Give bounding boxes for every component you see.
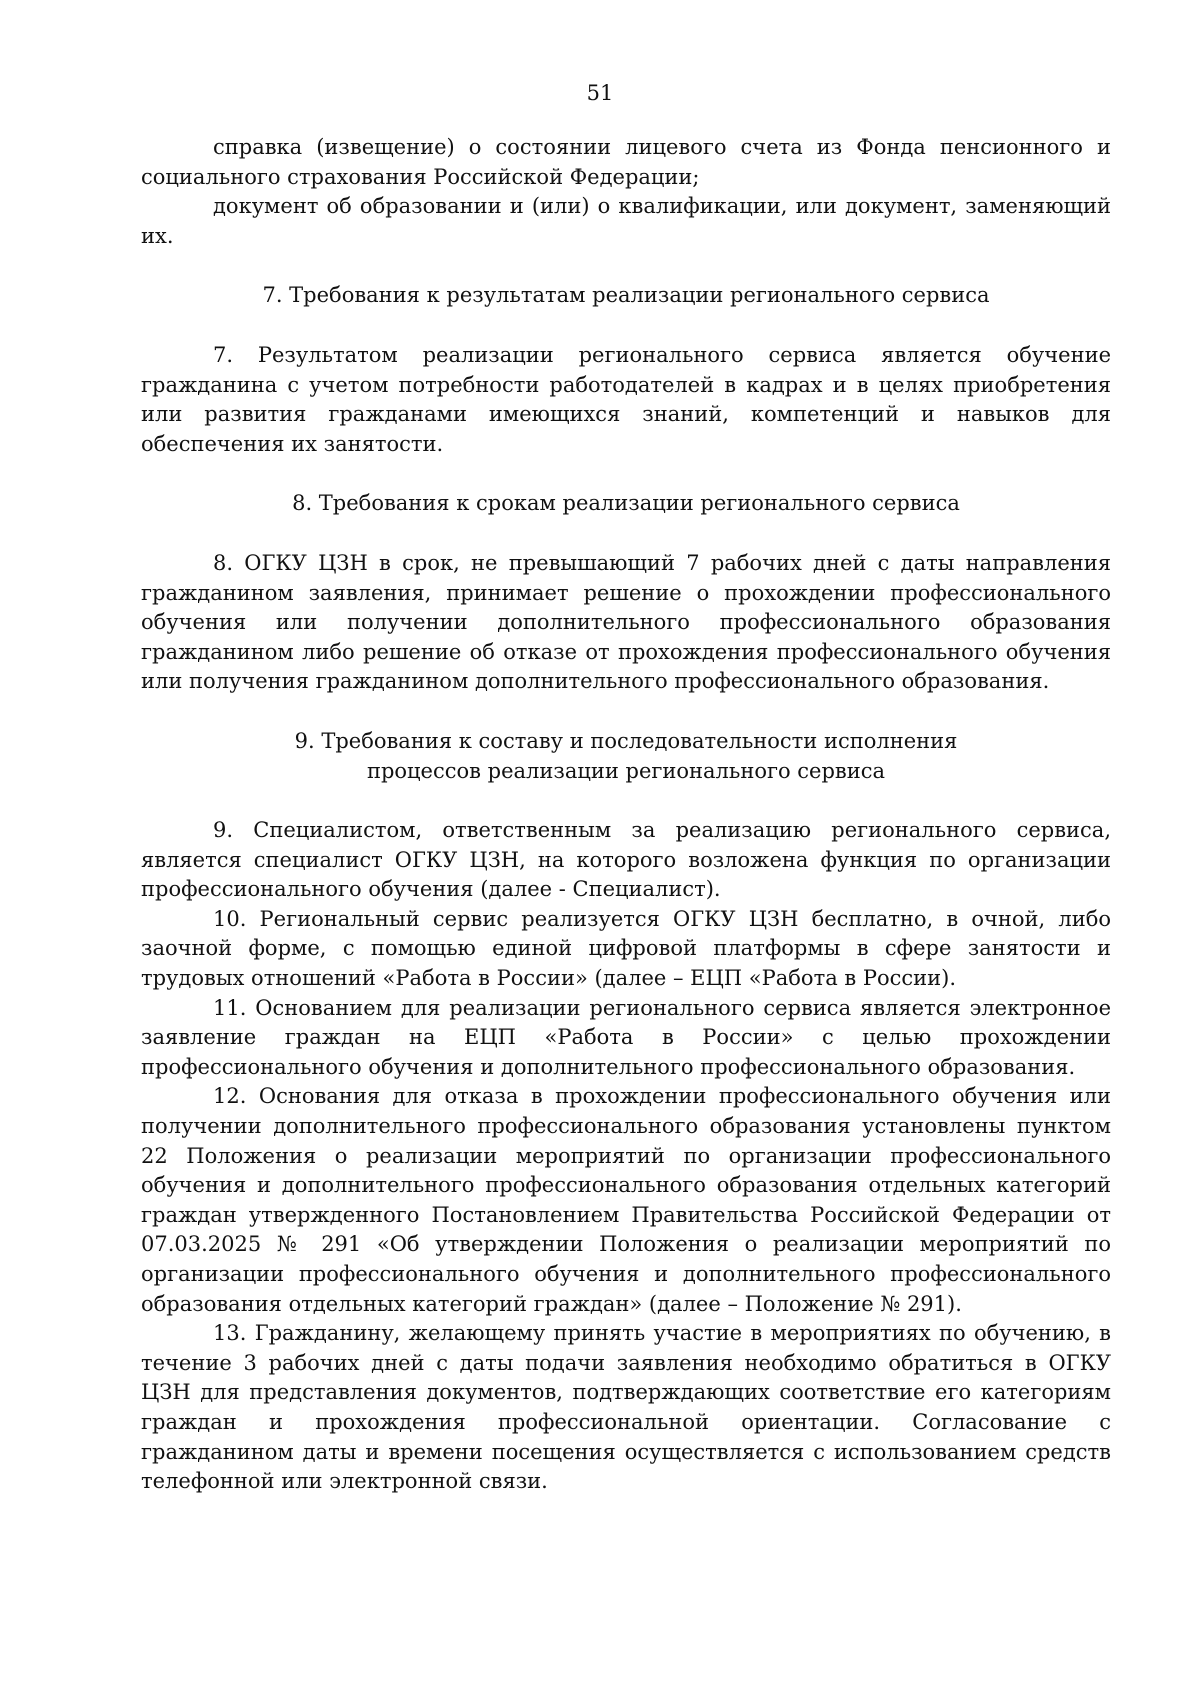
spacer [141, 697, 1111, 727]
spacer [141, 251, 1111, 281]
paragraph-11: 11. Основанием для реализации регионального сервиса является электронное заявление граждан на ЕЦП «Работа в России» с целью прохождении профессионального обучения и дополнительного профессионального образования. [141, 995, 1111, 1079]
paragraph-intro-education-doc: документ об образовании и (или) о квалификации, или документ, заменяющий их. [141, 194, 1111, 248]
spacer [141, 311, 1111, 341]
spacer [141, 519, 1111, 549]
section-heading-9-line-2: процессов реализации регионального сервиса [366, 758, 886, 783]
paragraph-10: 10. Региональный сервис реализуется ОГКУ ЦЗН бесплатно, в очной, либо заочной форме, с помощью единой цифровой платформы в сфере занятости и трудовых отношений «Работа в России» (далее – ЕЦП «Работа в России). [141, 906, 1111, 991]
paragraph-9: 9. Специалистом, ответственным за реализацию регионального сервиса, является специалист ОГКУ ЦЗН, на которого возложена функция по организации профессионального обучения (далее - Специалист). [141, 818, 1111, 902]
section-heading-8: 8. Требования к срокам реализации регионального сервиса [292, 491, 960, 516]
spacer [141, 459, 1111, 489]
paragraph-7: 7. Результатом реализации регионального сервиса является обучение гражданина с учетом потребности работодателей в кадрах и в целях приобретения или развития гражданами имеющихся знаний, компетенций и навыков для обеспечения их занятости. [141, 342, 1111, 456]
page-number: 51 [586, 81, 614, 105]
section-heading-9-line-1: 9. Требования к составу и последовательности исполнения [294, 728, 958, 753]
paragraph-12: 12. Основания для отказа в прохождении профессионального обучения или получении дополнительного профессионального образования установлены пунктом 22 Положения о реализации мероприятий по организации профессионального обучения и дополнительного профессионального образования отдельных категорий граждан утвержденного Постановлением Правительства Российской Федерации от 07.03.2025 № 291 «Об утверждении Положения о реализации мероприятий по организации профессионального обучения и дополнительного профессионального образования отдельных категорий граждан» (далее – Положение № 291). [141, 1084, 1111, 1316]
document-body [141, 133, 1111, 1497]
paragraph-13: 13. Гражданину, желающему принять участие в мероприятиях по обучению, в течение 3 рабочих дней с даты подачи заявления необходимо обратиться в ОГКУ ЦЗН для представления документов, подтверждающих соответствие его категориям граждан и прохождения профессиональной ориентации. Согласование с гражданином даты и времени посещения осуществляется с использованием средств телефонной или электронной связи. [141, 1321, 1111, 1494]
spacer [141, 786, 1111, 816]
paragraph-intro-statement: справка (извещение) о состоянии лицевого счета из Фонда пенсионного и социального страхования Российской Федерации; [141, 135, 1111, 189]
section-heading-7: 7. Требования к результатам реализации регионального сервиса [262, 283, 990, 308]
paragraph-8: 8. ОГКУ ЦЗН в срок, не превышающий 7 рабочих дней с даты направления гражданином заявления, принимает решение о прохождении профессионального обучения или получении дополнительного профессионального образования гражданином либо решение об отказе от прохождения профессионального обучения или получения гражданином дополнительного профессионального образования. [141, 550, 1111, 694]
